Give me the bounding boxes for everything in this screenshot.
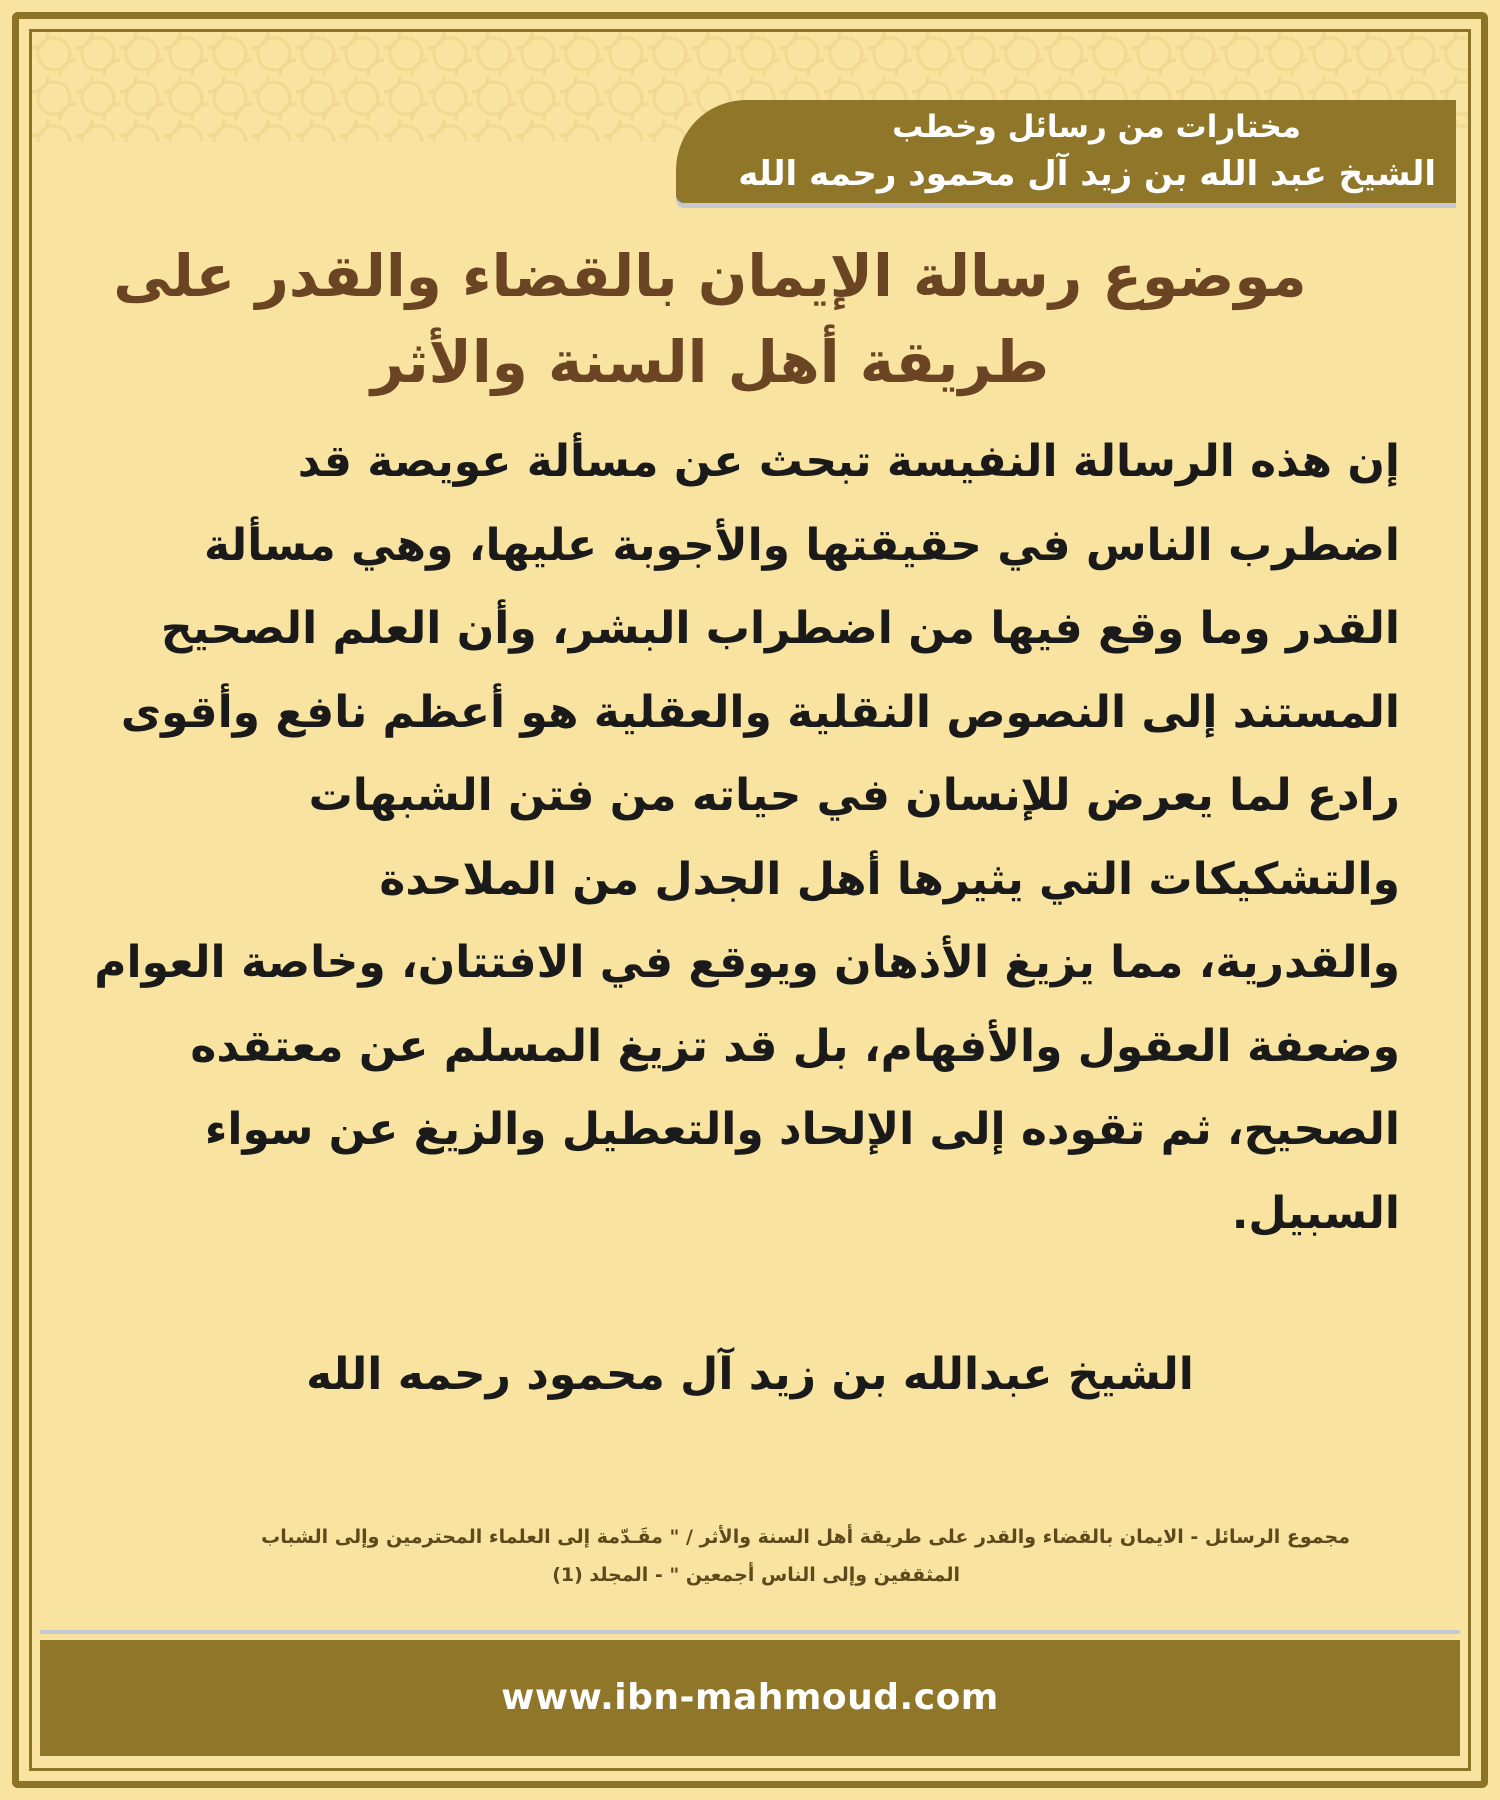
reference-line-2: المثقفين وإلى الناس أجمعين " - المجلد (1) [552,1564,960,1586]
body-line: المستند إلى النصوص النقلية والعقلية هو أعظم نافع وأقوى [120,686,1400,738]
website-link[interactable]: www.ibn-mahmoud.com [501,1677,999,1718]
body-line: والتشكيكات التي يثيرها أهل الجدل من الملاحدة [379,853,1400,905]
page-title [90,233,1330,405]
body-line: اضطرب الناس في حقيقتها والأجوبة عليها، وهي مسألة [203,519,1400,571]
header-banner [676,100,1456,203]
source-reference [120,1518,1350,1594]
body-line: وضعفة العقول والأفهام، بل قد تزيغ المسلم عن معتقده [190,1020,1400,1072]
body-line: والقدرية، مما يزيغ الأذهان ويوقع في الافتتان، وخاصة العوام [94,937,1400,988]
body-line: القدر وما وقع فيها من اضطراب البشر، وأن العلم الصحيح [160,603,1400,654]
body-paragraph [94,420,1400,1255]
body-line: السبيل. [1231,1187,1400,1239]
footer-divider [40,1630,1460,1634]
title-line-1: موضوع رسالة الإيمان بالقضاء والقدر على [113,242,1307,310]
body-line: رادع لما يعرض للإنسان في حياته من فتن الشبهات [308,770,1400,821]
title-line-2: طريقة أهل السنة والأثر [370,328,1050,396]
body-line: إن هذه الرسالة النفيسة تبحث عن مسألة عويصة قد [297,436,1400,487]
author-signature: الشيخ عبدالله بن زيد آل محمود رحمه الله [306,1349,1194,1400]
footer-bar [40,1640,1460,1756]
header-author-name: الشيخ عبد الله بن زيد آل محمود رحمه الله [738,154,1436,194]
reference-line-1: مجموع الرسائل - الايمان بالقضاء والقدر على طريقة أهل السنة والأثر / " مقَـدّمة إلى العلماء المحترمين وإلى الشباب [261,1526,1350,1548]
header-series-title: مختارات من رسائل وخطب [892,109,1301,145]
body-line: الصحيح، ثم تقوده إلى الإلحاد والتعطيل والزيغ عن سواء [204,1104,1400,1155]
